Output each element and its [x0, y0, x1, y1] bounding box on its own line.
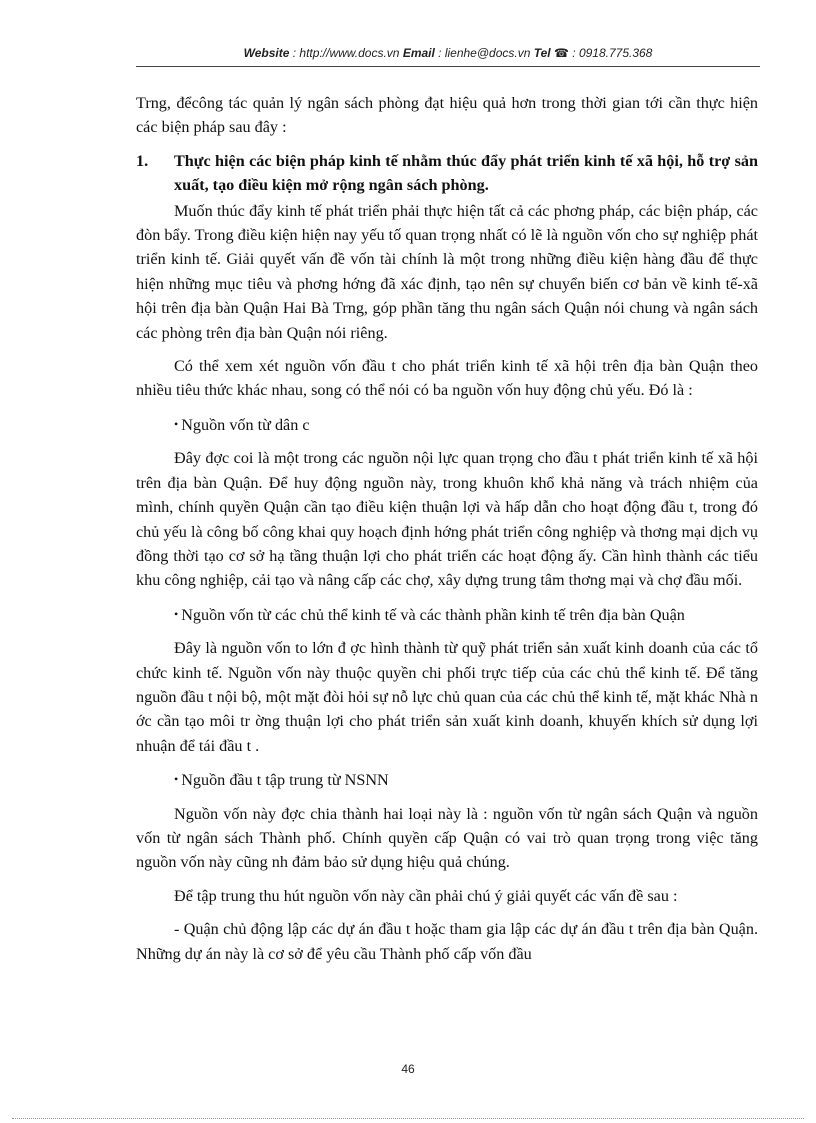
email-value: : lienhe@docs.vn — [434, 46, 534, 60]
page-number: 46 — [401, 1062, 415, 1076]
bullet-text-3: Nguồn đầu t tập trung từ NSNN — [181, 771, 389, 790]
section-number: 1. — [136, 151, 149, 170]
phone-icon: ☎ — [553, 46, 569, 60]
email-label: Email — [402, 46, 435, 60]
tel-label: Tel — [533, 46, 551, 60]
paragraph-5: Nguồn vốn này đợc chia thành hai loại này là : nguồn vốn từ ngân sách Quận và nguồn vốn từ ngân sách Thành phố. Chính quyền cấp Quận có vai trò quan trọng trong việc tăng nguồn vốn này cũng nh đảm bảo sử dụng hiệu quả chúng. — [136, 804, 758, 872]
tel-value: : 0918.775.368 — [568, 46, 653, 60]
paragraph-4: Đây là nguồn vốn to lớn đ ợc hình thành từ quỹ phát triển sản xuất kinh doanh của các tổ chức kinh tế. Nguồn vốn này thuộc quyền chi phối trực tiếp của các chủ thể kinh tế. Để tăng nguồn đầu t nội bộ, một mặt đòi hỏi sự nỗ lực chủ quan của các chủ thể kinh tế, mặt khác Nhà n ớc cần tạo môi tr ờng thuận lợi cho phát triển sản xuất kinh doanh, khuyến khích sử dụng lợi nhuận để tái đầu t . — [136, 639, 758, 755]
bullet-text-2: Nguồn vốn từ các chủ thể kinh tế và các thành phần kinh tế trên địa bàn Quận — [181, 605, 685, 624]
paragraph-7: - Quận chủ động lập các dự án đầu t hoặc tham gia lập các dự án đầu t trên địa bàn Quận. Những dự án này là cơ sở để yêu cầu Thành phố cấp vốn đầu — [136, 920, 758, 963]
section-title: Thực hiện các biện pháp kinh tế nhằm thúc đẩy phát triển kinh tế xã hội, hỗ trợ sản xuất, tạo điều kiện mở rộng ngân sách phòng. — [174, 151, 758, 195]
page-bottom-border — [12, 1118, 804, 1119]
bullet-item-3 — [136, 767, 758, 792]
document-body — [136, 91, 758, 966]
bullet-text-1: Nguồn vốn từ dân c — [181, 415, 310, 434]
header-divider — [136, 66, 760, 67]
paragraph-3: Đây đợc coi là một trong các nguồn nội lực quan trọng cho đầu t phát triển kinh tế xã hội trên địa bàn Quận. Để huy động nguồn này, trong khuôn khổ khả năng và trách nhiệm của mình, chính quyền Quận cần tạo điều kiện thuận lợi và hấp dẫn cho hoạt động đầu t, trong đó chủ yếu là công bố công khai quy hoạch định hớng phát triển công nghiệp và thơng mại dịch vụ đồng thời tạo cơ sở hạ tầng thuận lợi cho phát triển các hoạt động ấy. Cần hình thành các tiểu khu công nghiệp, cải tạo và nâng cấp các chợ, xây dựng trung tâm thơng mại và chợ đầu mối. — [136, 449, 758, 590]
website-label: Website — [243, 46, 290, 60]
bullet-icon: • — [174, 772, 179, 787]
bullet-icon: • — [174, 416, 179, 431]
bullet-icon: • — [174, 606, 179, 621]
website-value: : http://www.docs.vn — [289, 46, 403, 60]
paragraph-1: Muốn thúc đẩy kinh tế phát triển phải thực hiện tất cả các phơng pháp, các biện pháp, các đòn bẩy. Trong điều kiện hiện nay yếu tố quan trọng nhất có lẽ là nguồn vốn cho sự nghiệp phát triển kinh tế. Giải quyết vấn đề vốn tài chính là một trong những điều kiện hàng đầu để thực hiện những mục tiêu và phơng hớng đã xác định, tạo nên sự chuyển biến cơ bản về kinh tế-xã hội trên địa bàn Quận Hai Bà Trng, góp phần tăng thu ngân sách Quận nói chung và ngân sách các phòng trên địa bàn Quận nói riêng. — [136, 201, 758, 342]
intro-paragraph: Trng, đểcông tác quản lý ngân sách phòng đạt hiệu quả hơn trong thời gian tới cần thực hiện các biện pháp sau đây : — [136, 94, 758, 137]
page-header — [136, 46, 760, 60]
paragraph-6: Để tập trung thu hút nguồn vốn này cần phải chú ý giải quyết các vấn đề sau : — [174, 886, 678, 905]
paragraph-2: Có thể xem xét nguồn vốn đầu t cho phát triển kinh tế xã hội trên địa bàn Quận theo nhiều tiêu thức khác nhau, song có thể nói có ba nguồn vốn huy động chủ yếu. Đó là : — [136, 357, 758, 400]
section-heading — [136, 149, 758, 198]
bullet-item-2 — [136, 602, 758, 627]
bullet-item-1 — [136, 412, 758, 437]
